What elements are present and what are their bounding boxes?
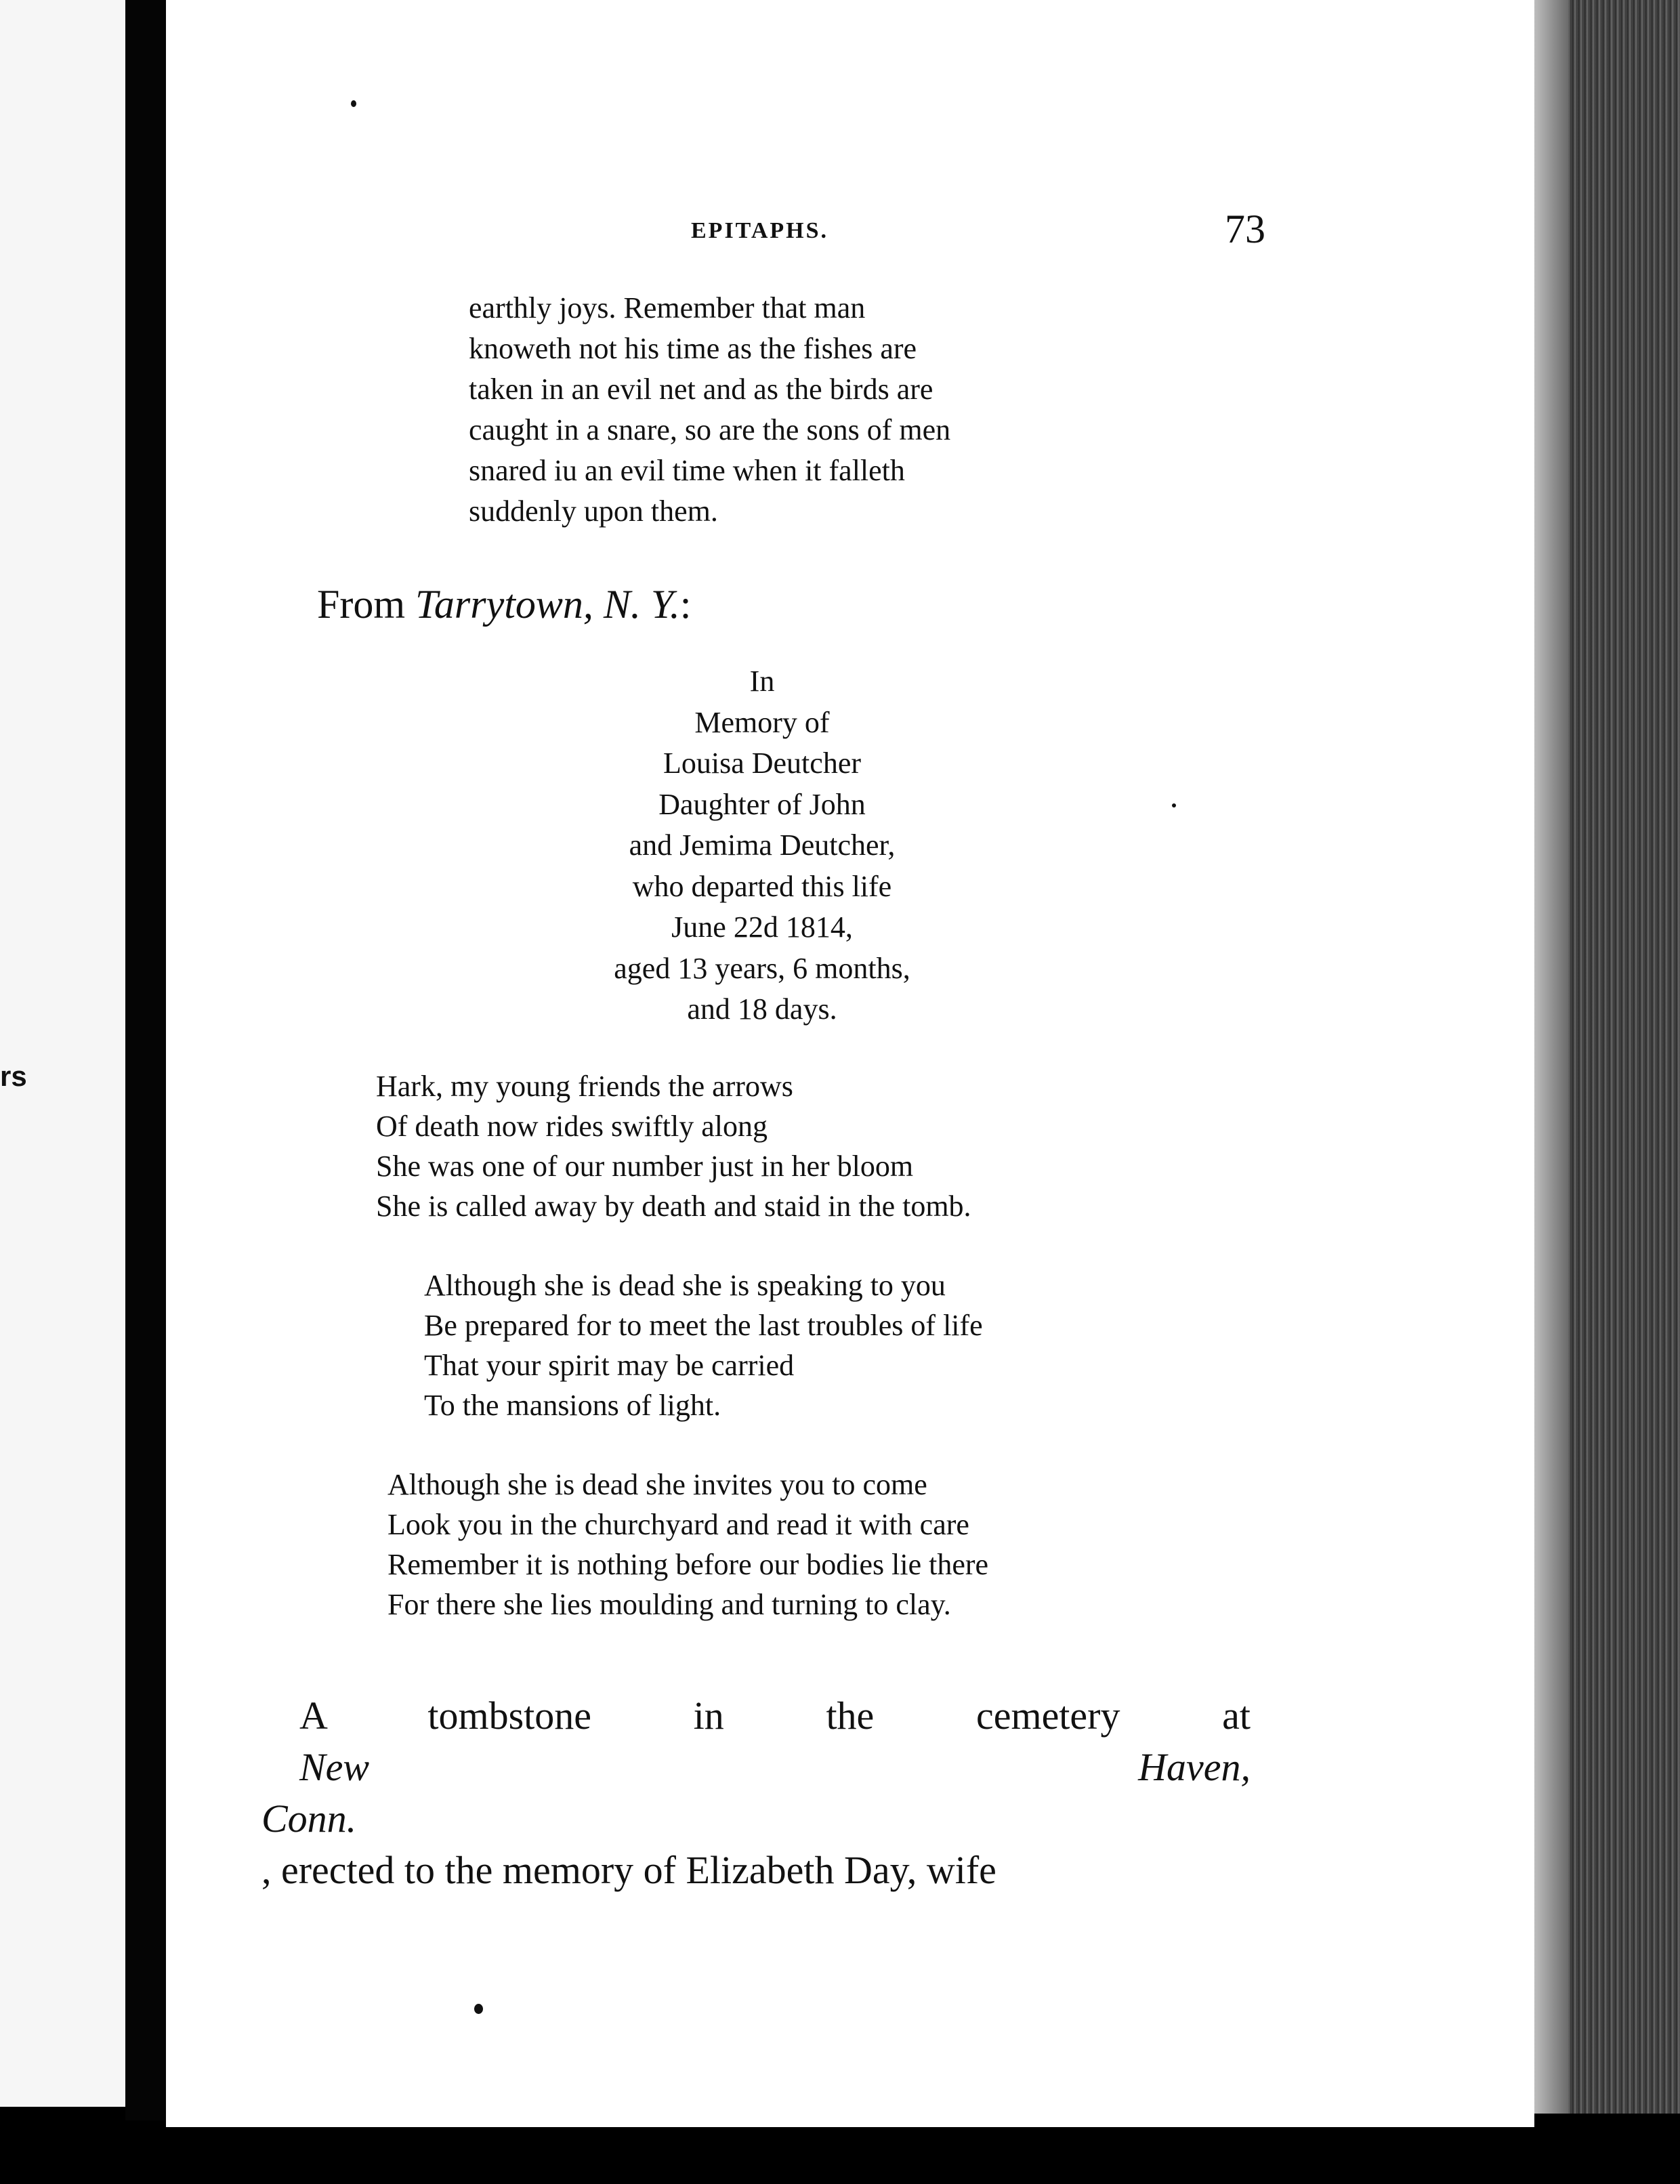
- inscription-line: who departed this life: [632, 869, 892, 903]
- verse-stanza-1: [376, 1066, 971, 1226]
- line-text: A tombstone in the cemetery at: [299, 1694, 1251, 1738]
- text-line: snared iu an evil time when it falleth: [469, 454, 905, 487]
- verse-line: Remember it is nothing before our bodies lie there: [387, 1548, 989, 1581]
- heading-suffix: :: [679, 582, 692, 627]
- next-paragraph: [261, 1690, 1251, 1896]
- section-heading: [317, 581, 691, 628]
- place-name: Conn.: [261, 1797, 357, 1841]
- verse-line: Be prepared for to meet the last troubles of life: [424, 1309, 983, 1342]
- heading-place: Tarrytown, N. Y.: [415, 582, 680, 627]
- verse-line: Although she is dead she invites you to come: [387, 1468, 927, 1501]
- heading-prefix: From: [317, 582, 416, 627]
- text-line: caught in a snare, so are the sons of men: [469, 413, 951, 446]
- facing-page-fragment: rs: [0, 1060, 27, 1092]
- verse-stanza-2: [424, 1265, 983, 1425]
- inscription-line: Daughter of John: [658, 787, 866, 821]
- inscription-line: In: [749, 665, 775, 698]
- verse-line: Look you in the churchyard and read it with care: [387, 1508, 969, 1541]
- specks: [1172, 803, 1176, 807]
- inscription-line: and Jemima Deutcher,: [629, 828, 896, 862]
- specks: [474, 2004, 483, 2014]
- verse-line: Hark, my young friends the arrows: [376, 1070, 793, 1103]
- verse-line: That your spirit may be carried: [424, 1349, 795, 1382]
- verse-line: To the mansions of light.: [424, 1389, 721, 1422]
- verse-line: Although she is dead she is speaking to you: [424, 1269, 946, 1302]
- verse-line: She was one of our number just in her bloom: [376, 1150, 914, 1183]
- verse-line: She is called away by death and staid in the tomb.: [376, 1190, 971, 1223]
- text-line: suddenly upon them.: [469, 495, 718, 528]
- continued-paragraph: [469, 288, 1133, 532]
- text-line: earthly joys. Remember that man: [469, 291, 866, 324]
- inscription-line: and 18 days.: [687, 992, 837, 1026]
- place-name: New Haven,: [299, 1745, 1251, 1789]
- running-head: EPITAPHS.: [691, 218, 829, 243]
- inscription-line: Louisa Deutcher: [663, 747, 861, 780]
- text-line: [261, 1793, 1251, 1896]
- text-line: taken in an evil net and as the birds are: [469, 373, 933, 406]
- text-line: knoweth not his time as the fishes are: [469, 332, 917, 365]
- text-line: [261, 1690, 1251, 1793]
- verse-line: Of death now rides swiftly along: [376, 1110, 768, 1143]
- specks: [351, 100, 356, 107]
- verse-stanza-3: [387, 1465, 988, 1624]
- inscription-line: aged 13 years, 6 months,: [614, 951, 910, 985]
- book-gutter: [125, 0, 166, 2120]
- page-edge-shading: [1534, 0, 1568, 2114]
- inscription-line: Memory of: [694, 705, 830, 739]
- inscription-line: June 22d 1814,: [671, 910, 853, 944]
- page-number: 73: [1225, 207, 1265, 251]
- line-text: , erected to the memory of Elizabeth Day, wife: [261, 1848, 996, 1892]
- facing-page: [0, 0, 125, 2107]
- verse-line: For there she lies moulding and turning to clay.: [387, 1588, 951, 1621]
- scan-border: [0, 2127, 1680, 2184]
- epitaph-inscription: [406, 661, 1118, 1030]
